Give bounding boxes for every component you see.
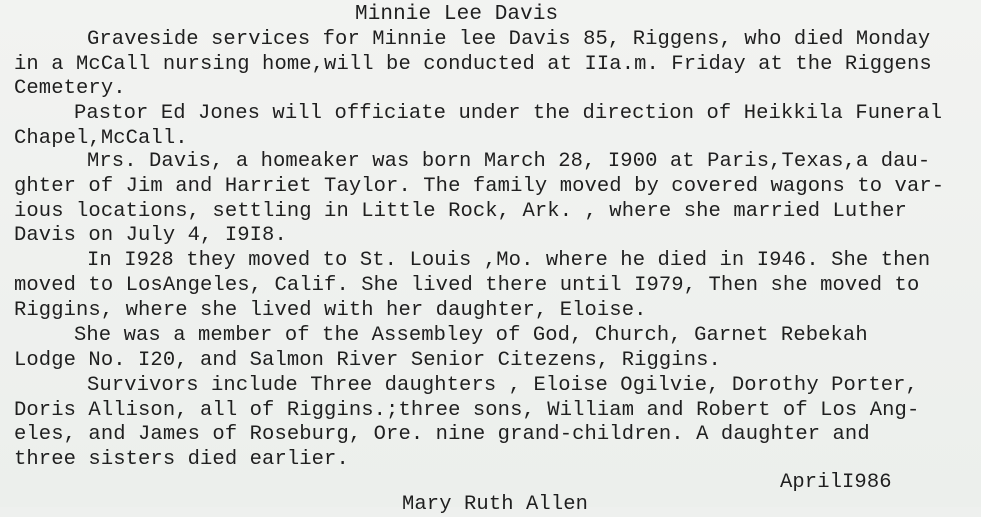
text-line-9: Davis on July 4, I9I8. bbox=[14, 224, 287, 247]
text-line-8: ious locations, settling in Little Rock, Ark. , where she married Luther bbox=[14, 200, 907, 223]
text-line-10: In I928 they moved to St. Louis ,Mo. where he died in I946. She then bbox=[87, 249, 931, 272]
text-line-5: Chapel,McCall. bbox=[14, 127, 188, 150]
text-line-7: ghter of Jim and Harriet Taylor. The family moved by covered wagons to var- bbox=[14, 175, 945, 198]
text-line-2: in a McCall nursing home,will be conducted at IIa.m. Friday at the Riggens bbox=[14, 53, 932, 76]
text-line-1: Graveside services for Minnie lee Davis 85, Riggens, who died Monday bbox=[87, 28, 931, 51]
text-line-17: eles, and James of Roseburg, Ore. nine grand-children. A daughter and bbox=[14, 423, 870, 446]
author-name: Mary Ruth Allen bbox=[402, 493, 589, 516]
text-line-13: She was a member of the Assembley of God, Church, Garnet Rebekah bbox=[74, 324, 868, 347]
text-line-4: Pastor Ed Jones will officiate under the direction of Heikkila Funeral bbox=[74, 102, 943, 125]
publication-date: AprilI986 bbox=[780, 471, 892, 494]
text-line-18: three sisters died earlier. bbox=[14, 448, 349, 471]
text-line-6: Mrs. Davis, a homeaker was born March 28, I900 at Paris,Texas,a dau- bbox=[87, 150, 931, 173]
document-title: Minnie Lee Davis bbox=[355, 3, 559, 26]
text-line-15: Survivors include Three daughters , Eloise Ogilvie, Dorothy Porter, bbox=[87, 374, 918, 397]
text-line-14: Lodge No. I20, and Salmon River Senior Citezens, Riggins. bbox=[14, 349, 721, 372]
text-line-16: Doris Allison, all of Riggins.;three sons, William and Robert of Los Ang- bbox=[14, 399, 920, 422]
text-line-11: moved to LosAngeles, Calif. She lived there until I979, Then she moved to bbox=[14, 274, 920, 297]
text-line-12: Riggins, where she lived with her daughter, Eloise. bbox=[14, 299, 647, 322]
text-line-3: Cemetery. bbox=[14, 77, 126, 100]
